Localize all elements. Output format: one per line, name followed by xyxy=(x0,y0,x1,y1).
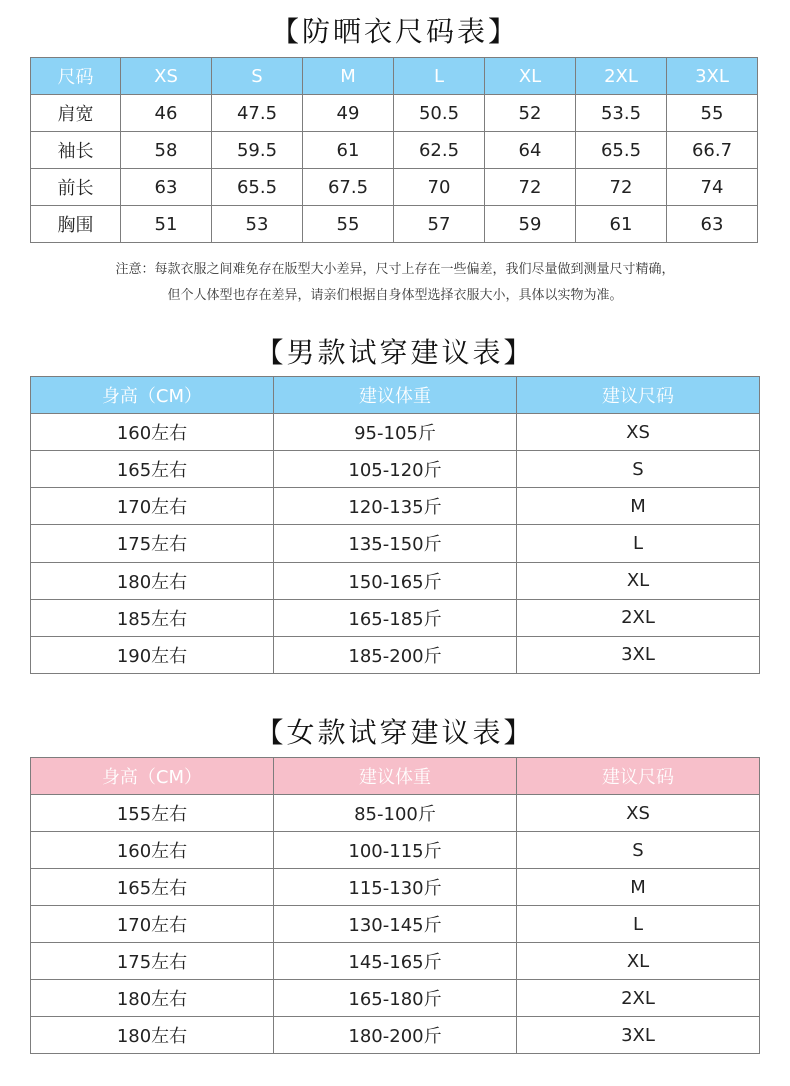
header-cell: XL xyxy=(485,58,576,95)
table-row xyxy=(31,832,760,869)
table-row xyxy=(31,169,758,206)
row-label: 肩宽 xyxy=(31,95,121,132)
height-cell: 170左右 xyxy=(31,906,274,943)
height-cell: 170左右 xyxy=(31,488,274,525)
weight-cell: 105-120斤 xyxy=(274,451,517,488)
weight-cell: 120-135斤 xyxy=(274,488,517,525)
size-note-line-2: 但个人体型也存在差异，请亲们根据自身体型选择衣服大小，具体以实物为准。 xyxy=(167,288,623,303)
weight-cell: 135-150斤 xyxy=(274,525,517,562)
table-cell: 72 xyxy=(485,169,576,206)
height-cell: 155左右 xyxy=(31,795,274,832)
table-cell: 63 xyxy=(667,206,758,243)
header-cell: 3XL xyxy=(667,58,758,95)
size-cell: L xyxy=(517,525,760,562)
header-cell: M xyxy=(303,58,394,95)
size-cell: 3XL xyxy=(517,1017,760,1054)
table-row xyxy=(31,1017,760,1054)
header-cell: XS xyxy=(121,58,212,95)
size-cell: XL xyxy=(517,562,760,599)
size-cell: M xyxy=(517,488,760,525)
header-cell: L xyxy=(394,58,485,95)
height-cell: 165左右 xyxy=(31,869,274,906)
height-cell: 180左右 xyxy=(31,562,274,599)
table-cell: 53.5 xyxy=(576,95,667,132)
table-row xyxy=(31,206,758,243)
weight-cell: 95-105斤 xyxy=(274,414,517,451)
size-cell: XS xyxy=(517,414,760,451)
table-cell: 65.5 xyxy=(576,132,667,169)
size-chart-title: 【防晒衣尺码表】 xyxy=(270,15,519,48)
header-cell: 尺码 xyxy=(31,58,121,95)
weight-cell: 185-200斤 xyxy=(274,636,517,673)
height-cell: 190左右 xyxy=(31,636,274,673)
size-cell: 2XL xyxy=(517,980,760,1017)
size-cell: 2XL xyxy=(517,599,760,636)
weight-cell: 145-165斤 xyxy=(274,943,517,980)
table-cell: 61 xyxy=(303,132,394,169)
women-chart-title: 【女款试穿建议表】 xyxy=(255,716,535,749)
height-cell: 175左右 xyxy=(31,943,274,980)
table-cell: 63 xyxy=(121,169,212,206)
table-cell: 55 xyxy=(667,95,758,132)
table-row xyxy=(31,562,760,599)
weight-cell: 165-185斤 xyxy=(274,599,517,636)
men-chart-header-row xyxy=(31,377,760,414)
row-label: 袖长 xyxy=(31,132,121,169)
table-cell: 59.5 xyxy=(212,132,303,169)
size-chart-header-row xyxy=(31,58,758,95)
table-cell: 70 xyxy=(394,169,485,206)
men-chart-table xyxy=(30,376,760,674)
table-row xyxy=(31,943,760,980)
table-row xyxy=(31,451,760,488)
table-cell: 66.7 xyxy=(667,132,758,169)
table-cell: 52 xyxy=(485,95,576,132)
header-cell: S xyxy=(212,58,303,95)
table-cell: 51 xyxy=(121,206,212,243)
table-row xyxy=(31,488,760,525)
table-cell: 64 xyxy=(485,132,576,169)
table-row xyxy=(31,869,760,906)
height-cell: 185左右 xyxy=(31,599,274,636)
table-row xyxy=(31,525,760,562)
header-cell: 身高（CM） xyxy=(31,377,274,414)
table-row xyxy=(31,132,758,169)
table-cell: 53 xyxy=(212,206,303,243)
size-cell: L xyxy=(517,906,760,943)
weight-cell: 130-145斤 xyxy=(274,906,517,943)
weight-cell: 165-180斤 xyxy=(274,980,517,1017)
women-chart-header-row xyxy=(31,758,760,795)
height-cell: 180左右 xyxy=(31,980,274,1017)
table-cell: 46 xyxy=(121,95,212,132)
table-cell: 67.5 xyxy=(303,169,394,206)
table-cell: 47.5 xyxy=(212,95,303,132)
height-cell: 160左右 xyxy=(31,832,274,869)
height-cell: 160左右 xyxy=(31,414,274,451)
table-cell: 62.5 xyxy=(394,132,485,169)
table-row xyxy=(31,414,760,451)
weight-cell: 100-115斤 xyxy=(274,832,517,869)
header-cell: 身高（CM） xyxy=(31,758,274,795)
header-cell: 建议尺码 xyxy=(517,758,760,795)
table-cell: 55 xyxy=(303,206,394,243)
size-cell: M xyxy=(517,869,760,906)
table-cell: 58 xyxy=(121,132,212,169)
size-cell: XL xyxy=(517,943,760,980)
table-row xyxy=(31,95,758,132)
size-cell: XS xyxy=(517,795,760,832)
table-cell: 59 xyxy=(485,206,576,243)
height-cell: 180左右 xyxy=(31,1017,274,1054)
height-cell: 165左右 xyxy=(31,451,274,488)
height-cell: 175左右 xyxy=(31,525,274,562)
header-cell: 建议体重 xyxy=(274,758,517,795)
table-row xyxy=(31,795,760,832)
size-cell: S xyxy=(517,451,760,488)
table-row xyxy=(31,599,760,636)
weight-cell: 115-130斤 xyxy=(274,869,517,906)
table-cell: 74 xyxy=(667,169,758,206)
table-cell: 61 xyxy=(576,206,667,243)
table-cell: 57 xyxy=(394,206,485,243)
weight-cell: 85-100斤 xyxy=(274,795,517,832)
weight-cell: 150-165斤 xyxy=(274,562,517,599)
header-cell: 建议尺码 xyxy=(517,377,760,414)
table-row xyxy=(31,980,760,1017)
table-cell: 49 xyxy=(303,95,394,132)
table-cell: 50.5 xyxy=(394,95,485,132)
men-chart-title: 【男款试穿建议表】 xyxy=(255,336,535,369)
size-chart-table xyxy=(30,57,758,243)
table-row xyxy=(31,906,760,943)
size-note-line-1: 注意：每款衣服之间难免存在版型大小差异，尺寸上存在一些偏差，我们尽量做到测量尺寸精确， xyxy=(115,262,675,277)
table-row xyxy=(31,636,760,673)
size-cell: S xyxy=(517,832,760,869)
women-chart-table xyxy=(30,757,760,1054)
header-cell: 建议体重 xyxy=(274,377,517,414)
weight-cell: 180-200斤 xyxy=(274,1017,517,1054)
table-cell: 72 xyxy=(576,169,667,206)
row-label: 前长 xyxy=(31,169,121,206)
header-cell: 2XL xyxy=(576,58,667,95)
table-cell: 65.5 xyxy=(212,169,303,206)
row-label: 胸围 xyxy=(31,206,121,243)
size-cell: 3XL xyxy=(517,636,760,673)
